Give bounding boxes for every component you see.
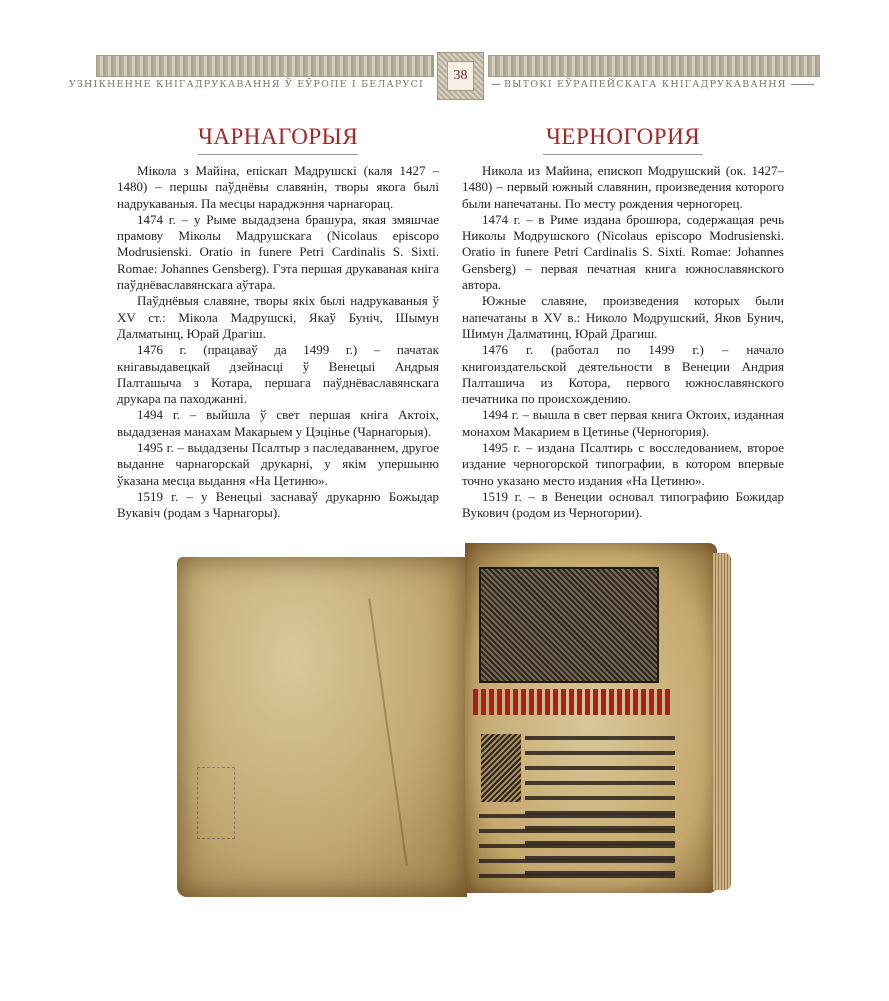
- page-number-frame: [437, 52, 484, 100]
- decorated-initial: [481, 734, 521, 802]
- engraved-headpiece: [479, 567, 659, 683]
- paragraph: 1495 г. – издана Псалтирь с восследованием, второе издание черногорской типографии, в котором впервые точно указано место издания «На Цетиню».: [462, 440, 784, 488]
- paragraph: 1494 г. – вышла в свет первая книга Октоих, изданная монахом Макарием в Цетинье (Черногория).: [462, 407, 784, 439]
- section-title-left: ЧАРНАГОРЫЯ: [197, 124, 359, 149]
- paragraph: 1494 г. – выйшла ў свет першая кніга Актоіх, выдадзеная манахам Макарыем у Цэціньe (Чарнагорыя).: [117, 407, 439, 439]
- paragraph: 1476 г. (работал по 1499 г.) – начало книгоиздательской деятельности в Венеции Андрия Палташича из Котора, первого южнославянского печатника по происхождению.: [462, 342, 784, 407]
- title-rule: [543, 154, 703, 155]
- paragraph: Паўднёвыя славяне, творы якіх былі надрукаваныя ў XV ст.: Мікола Мадрушскі, Якаў Буніч, Шымун Далматынц, Юрай Драгіш.: [117, 293, 439, 341]
- paragraph: 1474 г. – у Рыме выдадзена брашура, якая змяшчае прамову Міколы Мадрушскага (Nicolaus episcopo Modrusienski. Oratio in funere Petri Cardinalis S. Sixti. Romae: Johannes Gensberg). Гэта першая друкаваная кніга паўднёваславянскага аўтара.: [117, 211, 439, 293]
- paragraph: 1495 г. – выдадзены Псалтыр з паследаваннем, другое выданне чарнагорскай друкарні, у якім упершыню ўказана месца выдання «На Цетиню».: [117, 440, 439, 488]
- running-head-left-text: УЗНІКНЕННЕ КНІГАДРУКАВАННЯ Ў ЕЎРОПЕ І БЕЛАРУСІ: [68, 79, 424, 90]
- handwritten-note: [197, 767, 235, 839]
- paragraph: 1474 г. – в Риме издана брошюра, содержащая речь Николы Модрушского (Nicolaus episcopo Modrusienski. Oratio in funere Petri Cardinalis S. Sixti. Romae: Johannes Gensberg) – первая печатная книга южнославянского автора.: [462, 211, 784, 293]
- page-crease: [368, 598, 408, 866]
- paragraph: Южные славяне, произведения которых были напечатаны в XV в.: Николо Модрушский, Яков Бунич, Шимун Далматинц, Юрай Драгиш.: [462, 293, 784, 341]
- paragraph: 1519 г. – в Венеции основал типографию Божидар Вукович (родом из Черногории).: [462, 488, 784, 521]
- book-right-page: [465, 543, 717, 893]
- ornamental-band-right: [488, 55, 820, 77]
- paragraph: 1476 г. (працаваў да 1499 г.) – пачатак кнігавыдавецкай дзейнасці ў Венецыі Андрыя Палташыча з Котара, першага паўднёваславянскага друкара па паходжанні.: [117, 342, 439, 407]
- running-head-left: [68, 79, 432, 90]
- book-left-page: [177, 557, 467, 897]
- paragraph: Мікола з Майіна, епіскап Мадрушскі (каля 1427 – 1480) – першы паўднёвы славянін, творы якога былі надрукаваныя. Па месцы нараджэння чарнагорац.: [117, 163, 439, 211]
- left-column-belarusian: [117, 124, 439, 522]
- running-head-right-text: ВЫТОКІ ЕЎРАПЕЙСКАГА КНІГАДРУКАВАННЯ: [504, 79, 787, 90]
- paragraph: Никола из Майина, епископ Модрушский (ок. 1427–1480) – первый южный славянин, произведения которого были напечатаны. По месту рождения черногорец.: [462, 163, 784, 211]
- right-column-russian: [462, 124, 784, 522]
- printed-text-block: [479, 809, 675, 881]
- paragraph: 1519 г. – у Венецыі заснаваў друкарню Божыдар Вукавіч (родам з Чарнагоры).: [117, 488, 439, 521]
- section-title-right: ЧЕРНОГОРИЯ: [545, 124, 701, 149]
- running-head-right: [488, 79, 818, 90]
- page-number: 38: [447, 61, 474, 91]
- ornamental-band-left: [96, 55, 434, 77]
- book-page-edges: [713, 553, 731, 890]
- red-cyrillic-title: [473, 689, 673, 715]
- title-rule: [198, 154, 358, 155]
- old-book-photo: [165, 543, 733, 899]
